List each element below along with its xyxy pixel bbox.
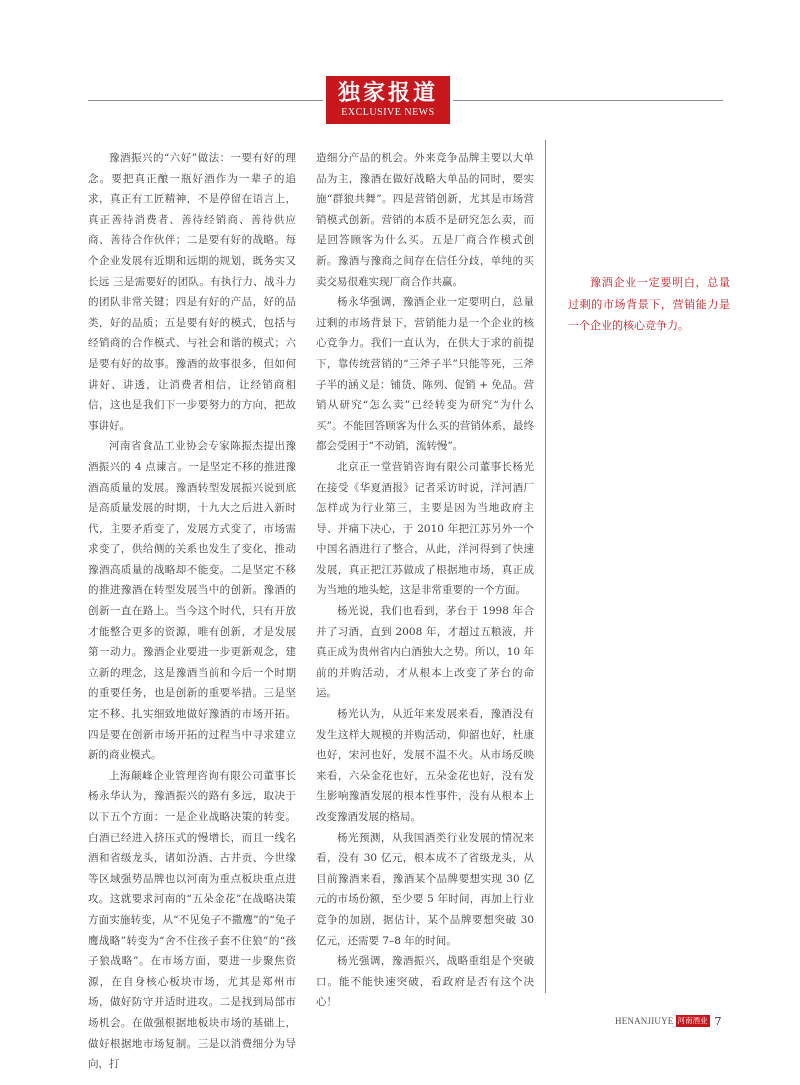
- paragraph: 河南省食品工业协会专家陈振杰提出豫酒振兴的 4 点谏言。一是坚定不移的推进豫酒高质量的发展。豫酒转型发展振兴说到底是高质量发展的时期，十九大之后进入新时代，主要矛盾变了，发展方式变了，市场需求变了，供给侧的关系也发生了变化，推动豫酒高质量的战略却不能变。二是坚定不移的推进豫酒在转型发展当中的创新。豫酒的创新一直在路上。当今这个时代，只有开放才能整合更多的资源，唯有创新，才是发展第一动力。豫酒企业要进一步更新观念，建立新的理念，这是豫酒当前和今后一个时期的重要任务，也是创新的重要举措。三是坚定不移、扎实细致地做好豫酒的市场开拓。四是要在创新市场开拓的过程当中寻求建立新的商业模式。: [88, 440, 296, 762]
- article-column-1: [88, 148, 296, 1075]
- paragraph: 杨永华强调，豫酒企业一定要明白，总量过剩的市场背景下，营销能力是一个企业的核心竞争力。我们一直认为，在供大于求的前提下，靠传统营销的“三斧子半”只能等死，三斧子半的涵义是：铺货、陈列、促销 + 免品。营销从研究“怎么卖”已经转变为研究“为什么买”。不能回答顾客为什么买的营销体系，最终都会受困于“不动销，流转慢”。: [316, 296, 534, 453]
- section-subtitle: EXCLUSIVE NEWS: [341, 107, 435, 118]
- paragraph: 豫酒振兴的“六好”做法：一要有好的理念。要把真正酿一瓶好酒作为一辈子的追求，真正有工匠精神，不是停留在语言上，真正善待消费者、善待经销商、善待供应商、善待合作伙伴；二是要有好的战略。每个企业发展有近期和远期的规划，既务实又长远 三是需要好的团队。有执行力、战斗力的团队非常关键；四是有好的产品，好的品类，好的品质；五是要有好的模式，包括与经销商的合作模式、与社会和谐的模式；六是要有好的故事。豫酒的故事很多，但如何讲好、讲透，让消费者相信，让经销商相信，这也是我们下一步要努力的方向，把故事讲好。: [88, 152, 296, 432]
- page-number: 7: [714, 1014, 722, 1028]
- pull-quote: [568, 272, 730, 337]
- paragraph-continued: 造细分产品的机会。外来竞争品牌主要以大单品为主，豫酒在做好战略大单品的同时，要实施“群狼共舞”。四是营销创新，尤其是市场营销模式创新。营销的本质不是研究怎么卖，而是回答顾客为什么买。五是厂商合作模式创新。豫酒与豫商之间存在信任分歧，单纯的买卖交易很难实现厂商合作共赢。: [316, 152, 534, 288]
- section-header: [323, 73, 453, 127]
- paragraph: 上海颠峰企业管理咨询有限公司董事长杨永华认为，豫酒振兴的路有多远，取决于以下五个方面：一是企业战略决策的转变。白酒已经进入挤压式的慢增长，而且一线名酒和省级龙头，诸如汾酒、古井贡、今世缘等区域强势品牌也以河南为重点板块重点进攻。这就要求河南的“五朵金花”在战略决策方面实施转变，从“不见兔子不撒鹰”的“兔子鹰战略”转变为“舍不住孩子套不住狼”的“孩子狼战略”。在市场方面，要进一步聚焦资源，在自身核心板块市场，尤其是郑州市场，做好防守并适时进攻。二是找到局部市场机会。在做强根据地板块市场的基础上，做好根据地市场复制。三是以消费细分为导向，打: [88, 769, 296, 1071]
- paragraph: 杨光认为，从近年来发展来看，豫酒没有发生这样大规模的并购活动，仰韶也好，杜康也好，宋河也好，发展不温不火。从市场反映来看，六朵金花也好，五朵金花也好，没有发生影响豫酒发展的根本性事件，没有从根本上改变豫酒发展的格局。: [316, 708, 534, 823]
- footer-brand: HENANJIUYE: [615, 1016, 674, 1026]
- footer-badge: 河南酒业: [677, 1016, 708, 1025]
- paragraph: 杨光说，我们也看到，茅台于 1998 年合并了习酒，直到 2008 年，才超过五粮液，并真正成为贵州省内白酒独大之势。所以，10 年前的并购活动，才从根本上改变了茅台的命运。: [316, 605, 534, 700]
- pull-quote-text: 豫酒企业一定要明白，总量过剩的市场背景下，营销能力是一个企业的核心竞争力。: [568, 276, 730, 332]
- paragraph: 杨光预测，从我国酒类行业发展的情况来看，没有 30 亿元，根本成不了省级龙头，从目前豫酒来看，豫酒某个品牌要想实现 30 亿元的市场份额，至少要 5 年时间，再加上行业竞争的加剧，据估计，某个品牌要想突破 30 亿元，还需要 7–8 年的时间。: [316, 831, 534, 947]
- paragraph: 杨光强调，豫酒振兴，战略重组是个突破口。能不能快速突破，看政府是否有这个决心！: [316, 955, 534, 1009]
- page-footer: [615, 1013, 722, 1029]
- section-header-badge: [326, 76, 450, 124]
- column-divider: [545, 140, 546, 993]
- paragraph: 北京正一堂营销咨询有限公司董事长杨光在接受《华夏酒报》记者采访时说，洋河酒厂怎样成为行业第三，主要是因为当地政府主导、并痛下决心，于 2010 年把江苏另外一个中国名酒进行了整合，从此，洋河得到了快速发展，真正把江苏做成了根据地市场，真正成为当地的地头蛇，这是非常重要的一个方面。: [316, 460, 534, 597]
- article-column-2: [316, 148, 534, 1013]
- section-title: 独家报道: [337, 81, 438, 106]
